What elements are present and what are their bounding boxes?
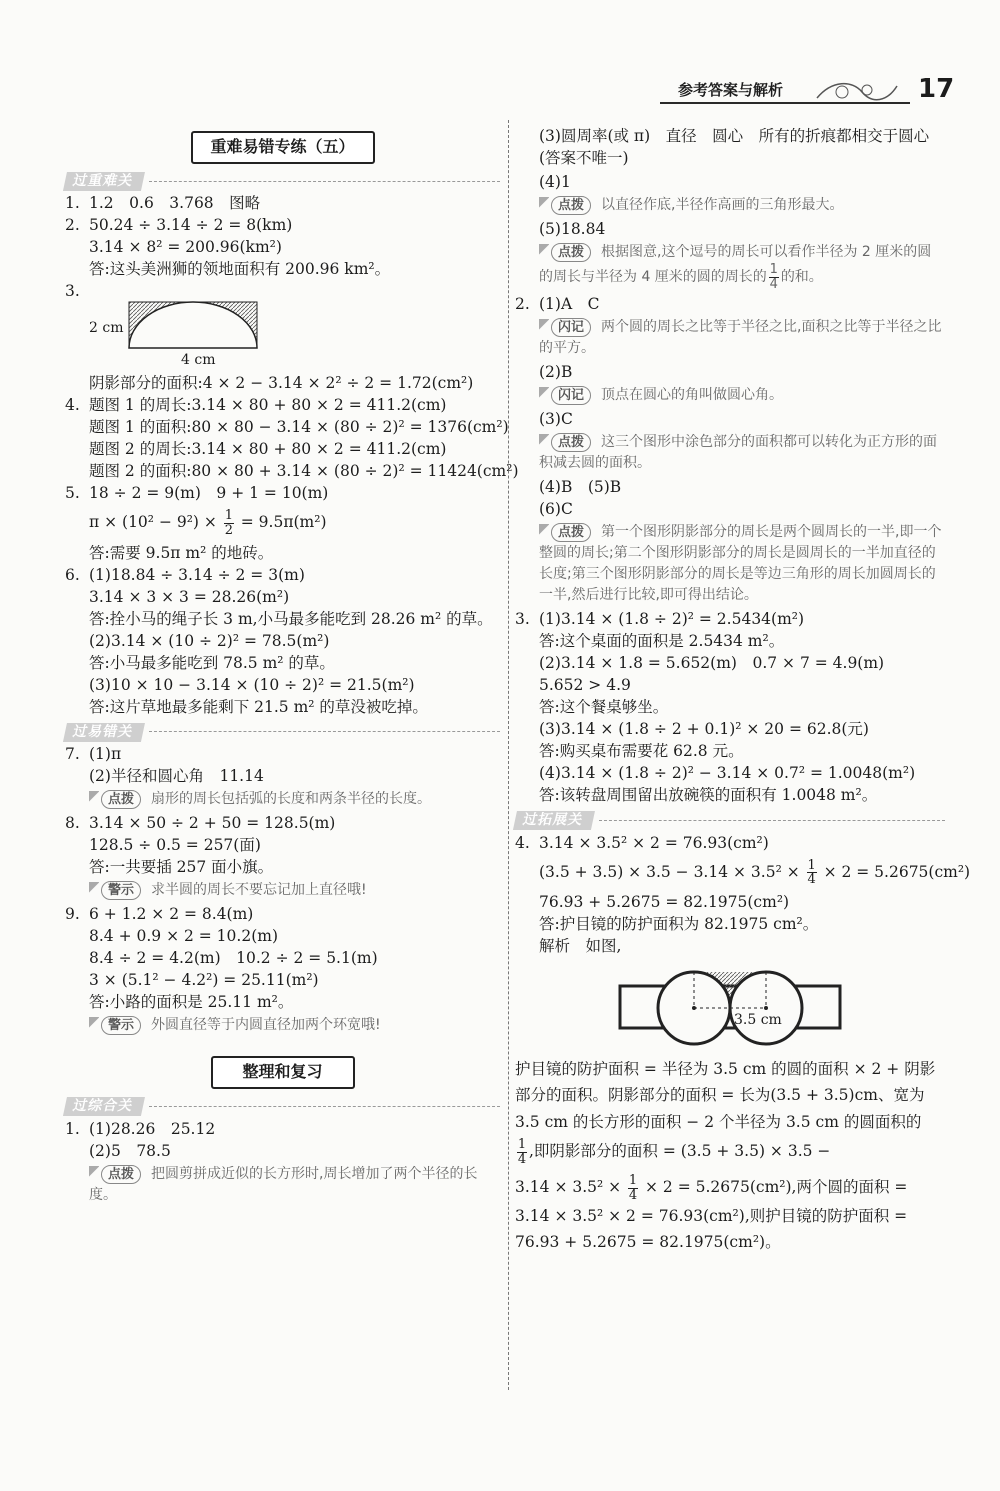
header-title: 参考答案与解析: [678, 81, 784, 99]
tip-note: 点拨 把圆剪拼成近似的长方形时,周长增加了两个半径的长度。: [89, 1165, 478, 1203]
answer-line: 答:小路的面积是 25.11 m²。: [89, 993, 294, 1012]
answer-line: 1. 1.2 0.6 3.768 图略: [65, 194, 261, 213]
memo-icon: [539, 387, 549, 403]
warning-note: 警示 求半圆的周长不要忘记加上直径哦!: [65, 880, 500, 901]
page-number: 17: [918, 74, 955, 104]
answer-line: (3)3.14 × (1.8 ÷ 2 + 0.1)² × 20 = 62.8(元): [539, 720, 869, 739]
answer-line: 6. (1)18.84 ÷ 3.14 ÷ 2 = 3(m): [65, 565, 305, 584]
pen-icon: [539, 197, 549, 213]
answer-line: 答:一共要插 257 面小旗。: [89, 858, 274, 877]
right-column: [515, 125, 971, 1258]
header-rule: [660, 102, 910, 104]
answer-line: 2. (1)A C: [515, 295, 600, 314]
answer-line: 答:拴小马的绳子长 3 m,小马最多能吃到 28.26 m² 的草。: [89, 609, 493, 628]
answer-line: (2)B: [539, 363, 573, 382]
answer-line: 答:这个桌面的面积是 2.5434 m²。: [539, 632, 785, 651]
answer-line: 128.5 ÷ 0.5 = 257(面): [89, 836, 261, 855]
explanation-line: $\frac{1}{4}$ ,即阴影部分的面积 = (3.5 + 3.5) × 3.5 −: [517, 1137, 831, 1167]
fraction: $\frac{1}{2}$: [224, 508, 233, 539]
tip-note: 点拨 扇形的周长包括弧的长度和两条半径的长度。: [65, 789, 500, 810]
answer-line: π × (10² − 9²) × $\frac{1}{2}$ = 9.5π(m²): [89, 508, 327, 539]
answer-line: 解析 如图,: [539, 937, 622, 956]
warning-badge: 警示: [101, 1016, 141, 1035]
tip-badge: 点拨: [551, 243, 591, 262]
subsection-header: [65, 1097, 500, 1116]
subsection-header: [65, 723, 500, 742]
answer-line: 76.93 + 5.2675 = 82.1975(cm²): [539, 893, 790, 912]
answer-line: 答:这片草地最多能剩下 21.5 m² 的草没被吃掉。: [89, 697, 428, 716]
tip-note: 点拨 第一个图形阴影部分的周长是两个圆周长的一半,即一个整圆的周长;第二个图形阴影部分的周长是圆周长的一半加直径的长度;第三个图形阴影部分的周长是等边三角形的周长加圆周长的一半,然后进行比较,即可得出结论。: [539, 524, 942, 604]
answer-line: 8.4 + 0.9 × 2 = 10.2(m): [89, 927, 278, 946]
subsection-label: 过拓展关: [513, 811, 595, 830]
answer-line: (6)C: [539, 500, 573, 519]
answer-line: (2)3.14 × (10 ÷ 2)² = 78.5(m²): [89, 631, 330, 650]
answer-line: 4. 3.14 × 3.5² × 2 = 76.93(cm²): [515, 833, 769, 852]
tip-note: 点拨 这三个图形中涂色部分的面积都可以转化为正方形的面积减去圆的面积。: [539, 434, 938, 472]
answer-line: 答:这头美洲狮的领地面积有 200.96 km²。: [89, 260, 391, 279]
answer-line: (4)1: [539, 172, 571, 191]
answer-line: 5. 18 ÷ 2 = 9(m) 9 + 1 = 10(m): [65, 484, 329, 503]
explanation-line: 3.14 × 3.5² × $\frac{1}{4}$ × 2 = 5.2675(cm²),两个圆的面积 = 3.14 × 3.5² × 2 = 76.93(cm²),则护目镜的防护面积 = 76.93 + 5.2675 = 82.1975(cm²)。: [515, 1173, 908, 1251]
answer-line: (3)C: [539, 410, 573, 429]
answer-line: (2)3.14 × 1.8 = 5.652(m) 0.7 × 7 = 4.9(m): [539, 654, 885, 673]
left-column: [65, 125, 519, 1210]
answer-line: 9. 6 + 1.2 × 2 = 8.4(m): [65, 905, 254, 924]
fraction: $\frac{1}{4}$: [807, 857, 816, 888]
column-divider: [508, 120, 509, 1390]
answer-line: 5.652 > 4.9: [539, 676, 631, 695]
memo-badge: 闪记: [551, 318, 591, 337]
exclamation-icon: [89, 882, 99, 898]
answer-line: 3. (1)3.14 × (1.8 ÷ 2)² = 2.5434(m²): [515, 610, 805, 629]
answer-line: (3)10 × 10 − 3.14 × (10 ÷ 2)² = 21.5(m²): [89, 675, 415, 694]
answer-line: 4. 题图 1 的周长:3.14 × 80 + 80 × 2 = 411.2(cm): [65, 396, 447, 415]
section-title-1: 重难易错专练（五）: [191, 131, 375, 164]
answer-line: 8.4 ÷ 2 = 4.2(m) 10.2 ÷ 2 = 5.1(m): [89, 949, 378, 968]
answer-line: 答:需要 9.5π m² 的地砖。: [89, 543, 274, 562]
label-3-5cm: 3.5 cm: [734, 1012, 782, 1029]
warning-note: 警示 外圆直径等于内圆直径加两个环宽哦!: [65, 1015, 500, 1036]
answer-line: 7. (1)π: [65, 745, 122, 764]
goggles-figure: [610, 962, 850, 1052]
answer-line: (3.5 + 3.5) × 3.5 − 3.14 × 3.5² × $\frac{1}{4}$ × 2 = 5.2675(cm²): [539, 857, 971, 888]
answer-line: 2. 50.24 ÷ 3.14 ÷ 2 = 8(km): [65, 216, 293, 235]
tip-note: 点拨 以直径作底,半径作高画的三角形最大。: [515, 195, 945, 216]
tip-badge: 点拨: [101, 1165, 141, 1184]
semicircle-figure: [89, 304, 500, 369]
decoration-icon: [812, 78, 902, 104]
memo-note: 闪记 顶点在圆心的角叫做圆心角。: [515, 385, 945, 406]
answer-line: 答:小马最多能吃到 78.5 m² 的草。: [89, 653, 335, 672]
answer-line: 答:购买桌布需要花 62.8 元。: [539, 742, 744, 761]
pen-icon: [89, 791, 99, 807]
answer-line: (4)3.14 × (1.8 ÷ 2)² − 3.14 × 0.7² = 1.0048(m²): [539, 764, 916, 783]
memo-badge: 闪记: [551, 386, 591, 405]
answer-line: (5)18.84: [539, 219, 606, 238]
pen-icon: [539, 244, 549, 260]
answer-line: 3.: [65, 282, 80, 301]
memo-icon: [539, 319, 549, 335]
subsection-header: [515, 811, 945, 830]
exclamation-icon: [89, 1017, 99, 1033]
tip-badge: 点拨: [551, 523, 591, 542]
answer-line: 3.14 × 3 × 3 = 28.26(m²): [89, 587, 290, 606]
label-4cm: 4 cm: [181, 352, 216, 369]
answer-line: (2)5 78.5: [89, 1141, 171, 1160]
fraction: $\frac{1}{4}$: [628, 1173, 638, 1203]
subsection-label: 过重难关: [63, 172, 145, 191]
answer-line: 题图 2 的面积:80 × 80 + 3.14 × (80 ÷ 2)² = 11424(cm²): [89, 462, 519, 481]
tip-badge: 点拨: [101, 790, 141, 809]
tip-note: 点拨 根据图意,这个逗号的周长可以看作半径为 2 厘米的圆的周长与半径为 4 厘米的圆的周长的 $\frac{1}{4}$ 的和。: [539, 243, 932, 292]
answer-line: (4)B (5)B: [539, 478, 622, 497]
section-title-2: 整理和复习: [211, 1056, 355, 1089]
label-2cm: 2 cm: [89, 320, 124, 337]
pen-icon: [539, 434, 549, 450]
answer-line: 答:该转盘周围留出放碗筷的面积有 1.0048 m²。: [539, 786, 878, 805]
fraction: $\frac{1}{4}$: [769, 261, 778, 292]
answer-line: 1. (1)28.26 25.12: [65, 1119, 216, 1138]
answer-line: 3 × (5.1² − 4.2²) = 25.11(m²): [89, 971, 319, 990]
fraction: $\frac{1}{4}$: [517, 1137, 527, 1167]
subsection-header: [65, 172, 500, 191]
answer-line: 3.14 × 8² = 200.96(km²): [89, 238, 282, 257]
answer-line: 阴影部分的面积:4 × 2 − 3.14 × 2² ÷ 2 = 1.72(cm²): [89, 374, 474, 393]
explanation: 护目镜的防护面积 = 半径为 3.5 cm 的圆的面积 × 2 + 阴影部分的面积。阴影部分的面积 = 长为(3.5 + 3.5)cm、宽为 3.5 cm 的长方形的面积 − 2 个半径为 3.5 cm 的圆面积的: [515, 1060, 936, 1131]
pen-icon: [539, 524, 549, 540]
pen-icon: [89, 1166, 99, 1182]
tip-badge: 点拨: [551, 196, 591, 215]
answer-line: 8. 3.14 × 50 ÷ 2 + 50 = 128.5(m): [65, 814, 336, 833]
tip-badge: 点拨: [551, 433, 591, 452]
page-header: [660, 74, 960, 106]
memo-note: 闪记 两个圆的周长之比等于半径之比,面积之比等于半径之比的平方。: [539, 319, 942, 357]
answer-line: 题图 2 的周长:3.14 × 80 + 80 × 2 = 411.2(cm): [89, 440, 447, 459]
answer-line: 答:这个餐桌够坐。: [539, 698, 669, 717]
subsection-label: 过综合关: [63, 1097, 145, 1116]
answer-line: (3)圆周率(或 π) 直径 圆心 所有的折痕都相交于圆心(答案不唯一): [539, 127, 930, 168]
answer-line: 题图 1 的面积:80 × 80 − 3.14 × (80 ÷ 2)² = 1376(cm²): [89, 418, 509, 437]
subsection-label: 过易错关: [63, 723, 145, 742]
warning-badge: 警示: [101, 881, 141, 900]
answer-line: 答:护目镜的防护面积为 82.1975 cm²。: [539, 915, 819, 934]
answer-line: (2)半径和圆心角 11.14: [89, 767, 264, 786]
